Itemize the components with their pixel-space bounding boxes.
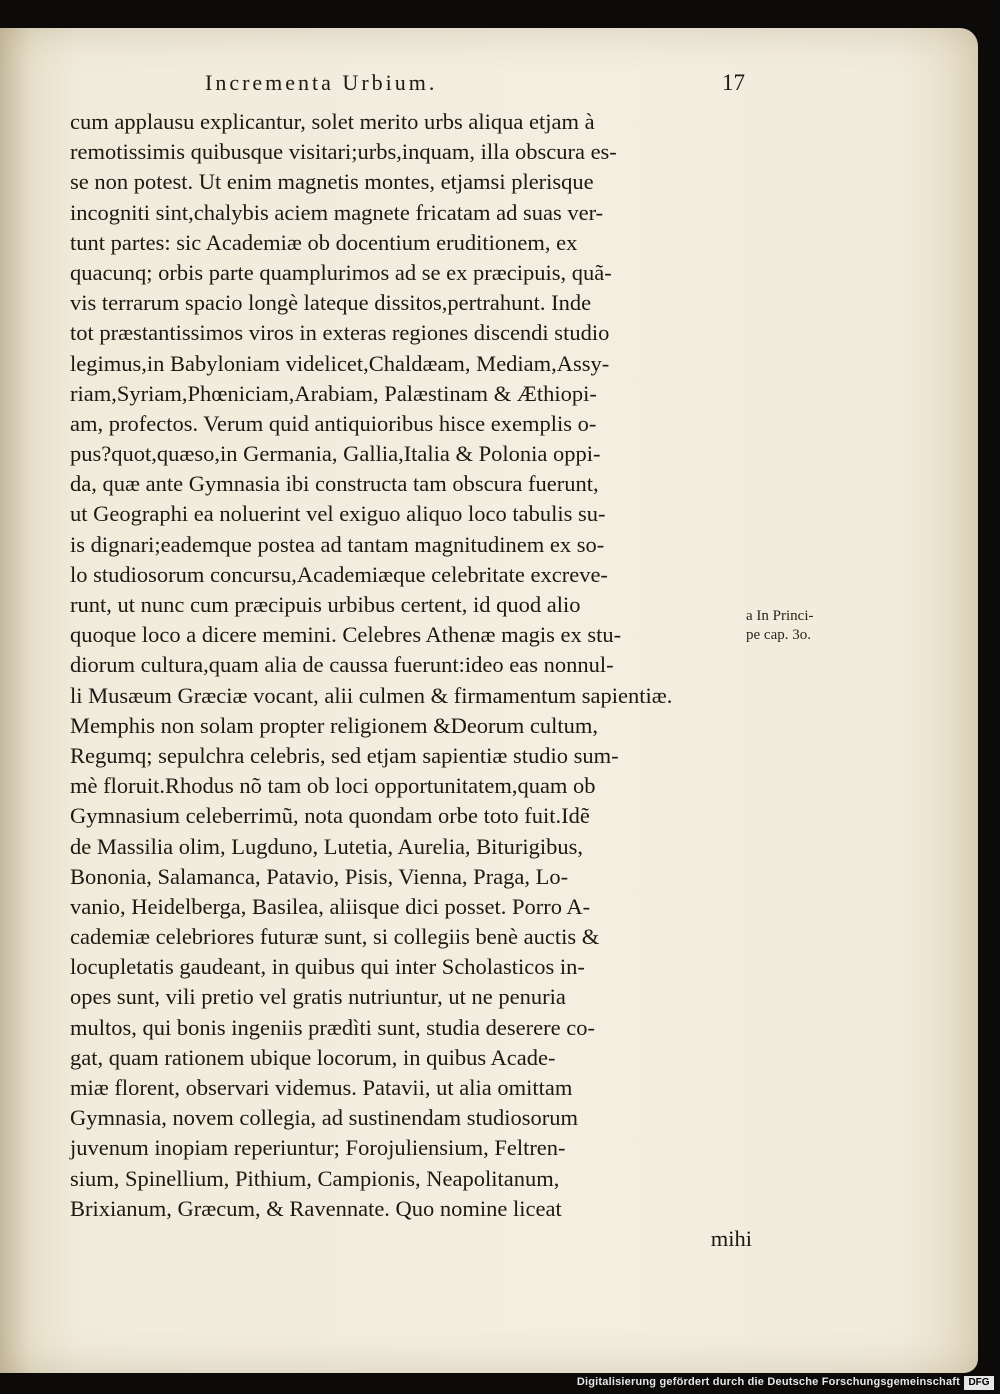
text-line: da, quæ ante Gymnasia ibi constructa tam obscura fuerunt,: [70, 471, 599, 497]
text-line: quoque loco a dicere memini. Celebres Athenæ magis ex stu-: [70, 622, 622, 648]
text-line: mihi: [710, 1225, 752, 1251]
text-line: Gymnasia, novem collegia, ad sustinendam studiosorum: [70, 1105, 579, 1131]
dfg-logo: DFG: [964, 1376, 994, 1390]
text-line: ut Geographi ea noluerint vel exiguo aliquo loco tabulis su-: [70, 501, 606, 527]
text-line: Gymnasium celeberrimũ, nota quondam orbe toto fuit.Idẽ: [70, 803, 590, 829]
text-line: riam,Syriam,Phœniciam,Arabiam, Palæstinam & Æthiopi-: [70, 380, 597, 406]
text-line: tunt partes: sic Academiæ ob docentium eruditionem, ex: [70, 229, 578, 255]
footer-credit: Digitalisierung gefördert durch die Deutsche Forschungsgemeinschaft: [576, 1376, 960, 1388]
margin-note-line: pe cap. 3o.: [746, 627, 811, 643]
text-line: multos, qui bonis ingeniis prædìti sunt, studia deserere co-: [70, 1014, 595, 1040]
margin-note: [746, 607, 856, 645]
text-line: remotissimis quibusque visitari;urbs,inquam, illa obscura es-: [70, 139, 617, 165]
text-line: sium, Spinellium, Pithium, Campionis, Neapolitanum,: [70, 1165, 560, 1191]
text-line: tot præstantissimos viros in exteras regiones discendi studio: [70, 320, 610, 346]
text-line: runt, ut nunc cum præcipuis urbibus certent, id quod alio: [70, 592, 581, 617]
text-line: de Massilia olim, Lugduno, Lutetia, Aurelia, Biturigibus,: [70, 833, 584, 859]
text-line: am, profectos. Verum quid antiquioribus hisce exemplis o-: [70, 410, 597, 436]
text-line: Brixianum, Græcum, & Ravennate. Quo nomine liceat: [70, 1195, 562, 1221]
text-line: Memphis non solam propter religionem &Deorum cultum,: [70, 712, 599, 738]
text-line: vis terrarum spacio longè lateque dissitos,pertrahunt. Inde: [70, 290, 592, 316]
text-line: pus?quot,quæso,in Germania, Gallia,Italia & Polonia oppi-: [70, 441, 601, 467]
text-line: mè floruit.Rhodus nõ tam ob loci opportunitatem,quam ob: [70, 773, 596, 799]
text-line: diorum cultura,quam alia de caussa fuerunt:ideo eas nonnul-: [70, 652, 614, 678]
text-line: li Musæum Græciæ vocant, alii culmen & firmamentum sapientiæ.: [70, 682, 673, 708]
body-text: [70, 107, 760, 1254]
text-line: cademiæ celebriores futuræ sunt, si collegiis benè auctis &: [70, 924, 600, 950]
text-line: juvenum inopiam reperiuntur; Forojuliensium, Feltren-: [70, 1135, 566, 1161]
text-line: gat, quam rationem ubique locorum, in quibus Acade-: [70, 1044, 556, 1070]
margin-note-line: a In Princi-: [746, 608, 814, 624]
text-line: Bononia, Salamanca, Patavio, Pisis, Vienna, Praga, Lo-: [70, 863, 569, 889]
text-line: cum applausu explicantur, solet merito urbs aliqua etjam à: [70, 109, 595, 134]
text-line: legimus,in Babyloniam videlicet,Chaldæam, Mediam,Assy-: [70, 350, 610, 376]
text-line: miæ florent, observari videmus. Patavii, ut alia omittam: [70, 1075, 573, 1100]
text-line: vanio, Heidelberga, Basilea, aliisque dici posset. Porro A-: [70, 893, 591, 919]
text-line: se non potest. Ut enim magnetis montes, etjamsi plerisque: [70, 169, 594, 195]
text-line: opes sunt, vili pretio vel gratis nutriuntur, ut ne penuria: [70, 984, 566, 1010]
text-line: Regumq; sepulchra celebris, sed etjam sapientiæ studio sum-: [70, 742, 619, 768]
text-line: is dignari;eademque postea ad tantam magnitudinem ex so-: [70, 531, 605, 557]
running-head-title: Incrementa Urbium.: [205, 70, 438, 95]
text-line: quacunq; orbis parte quamplurimos ad se ex præcipuis, quã-: [70, 259, 612, 285]
text-line: incogniti sint,chalybis aciem magnete fricatam ad suas ver-: [70, 199, 604, 225]
text-line: lo studiosorum concursu,Academiæque celebritate excreve-: [70, 561, 608, 587]
page-number: 17: [722, 70, 745, 95]
text-line: locupletatis gaudeant, in quibus qui inter Scholasticos in-: [70, 954, 585, 980]
running-head: [205, 70, 745, 106]
